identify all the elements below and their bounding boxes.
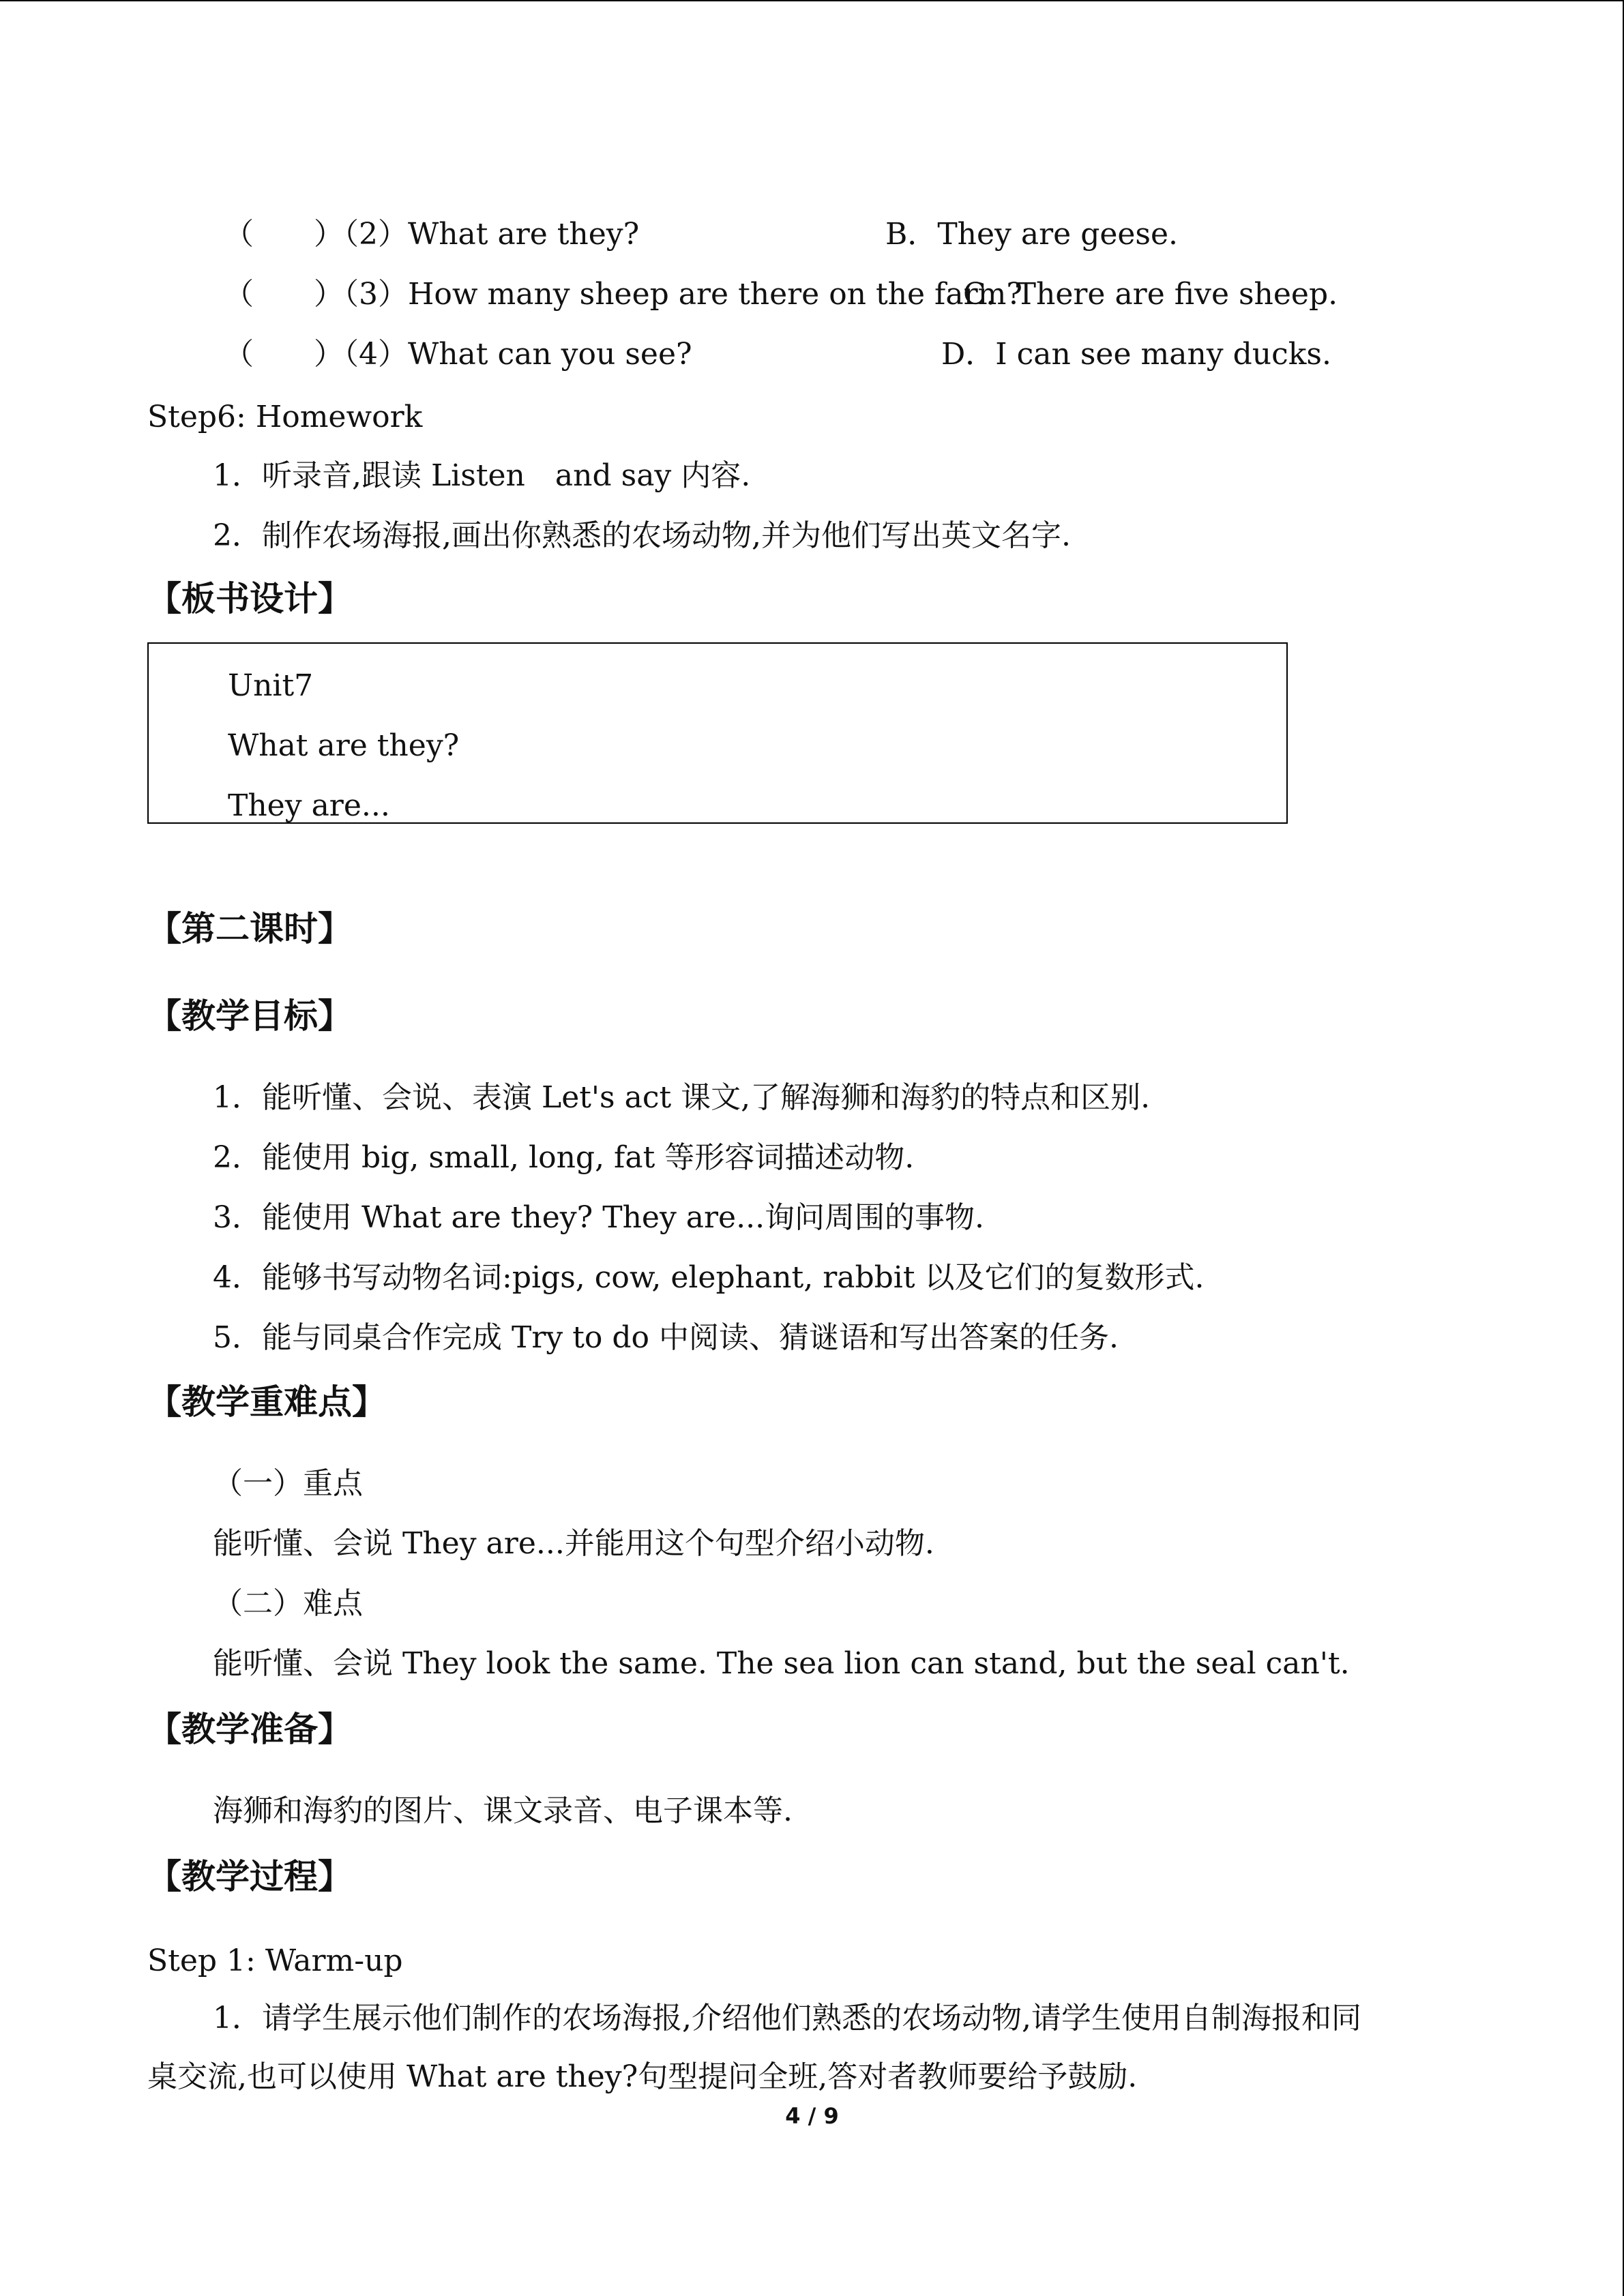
objective-item-3: 3．能使用 What are they? They are...询问周围的事物. <box>213 1200 985 1235</box>
page-number: 4 / 9 <box>785 2103 839 2129</box>
process-heading: 【教学过程】 <box>147 1857 352 1896</box>
objective-item-4: 4．能够书写动物名词:pigs, cow, elephant, rabbit 以及它们的复数形式. <box>213 1260 1205 1295</box>
exercise-question-3: （ ）（3）How many sheep are there on the farm? <box>224 277 1022 312</box>
difficulty-text: 能听懂、会说 They look the same. The sea lion can stand, but the seal can't. <box>213 1646 1350 1681</box>
board-line-3: They are... <box>228 788 390 823</box>
objective-item-1: 1．能听懂、会说、表演 Let's act 课文,了解海狮和海豹的特点和区别. <box>213 1080 1151 1115</box>
process-paragraph-line-1: 1．请学生展示他们制作的农场海报,介绍他们熟悉的农场动物,请学生使用自制海报和同 <box>213 2001 1361 2036</box>
difficulty-label: （二）难点 <box>213 1586 363 1621</box>
exercise-answer-d: D．I can see many ducks. <box>941 337 1331 372</box>
board-line-1: Unit7 <box>228 668 314 703</box>
process-step-title: Step 1: Warm-up <box>147 1943 403 1978</box>
page-top-border <box>0 0 1623 1</box>
homework-title: Step6: Homework <box>147 400 423 434</box>
exercise-answer-b: B．They are geese. <box>885 217 1179 252</box>
exercise-answer-c: C．There are five sheep. <box>963 277 1338 312</box>
process-paragraph-line-2: 桌交流,也可以使用 What are they?句型提问全班,答对者教师要给予鼓励. <box>147 2059 1138 2094</box>
key-point-label: （一）重点 <box>213 1466 363 1501</box>
homework-item-1: 1．听录音,跟读 Listen and say 内容. <box>213 458 751 493</box>
objectives-heading: 【教学目标】 <box>147 996 352 1036</box>
lesson2-heading: 【第二课时】 <box>147 909 352 949</box>
board-design-heading: 【板书设计】 <box>147 579 352 618</box>
homework-item-2: 2．制作农场海报,画出你熟悉的农场动物,并为他们写出英文名字. <box>213 518 1071 553</box>
key-point-text: 能听懂、会说 They are...并能用这个句型介绍小动物. <box>213 1526 934 1561</box>
objective-item-5: 5．能与同桌合作完成 Try to do 中阅读、猜谜语和写出答案的任务. <box>213 1320 1119 1355</box>
preparation-text: 海狮和海豹的图片、课文录音、电子课本等. <box>213 1793 793 1828</box>
exercise-question-4: （ ）（4）What can you see? <box>224 337 692 372</box>
board-line-2: What are they? <box>228 728 460 763</box>
preparation-heading: 【教学准备】 <box>147 1710 352 1749</box>
objective-item-2: 2．能使用 big, small, long, fat 等形容词描述动物. <box>213 1140 915 1175</box>
keypoints-heading: 【教学重难点】 <box>147 1382 386 1422</box>
exercise-question-2: （ ）（2）What are they? <box>224 217 640 252</box>
